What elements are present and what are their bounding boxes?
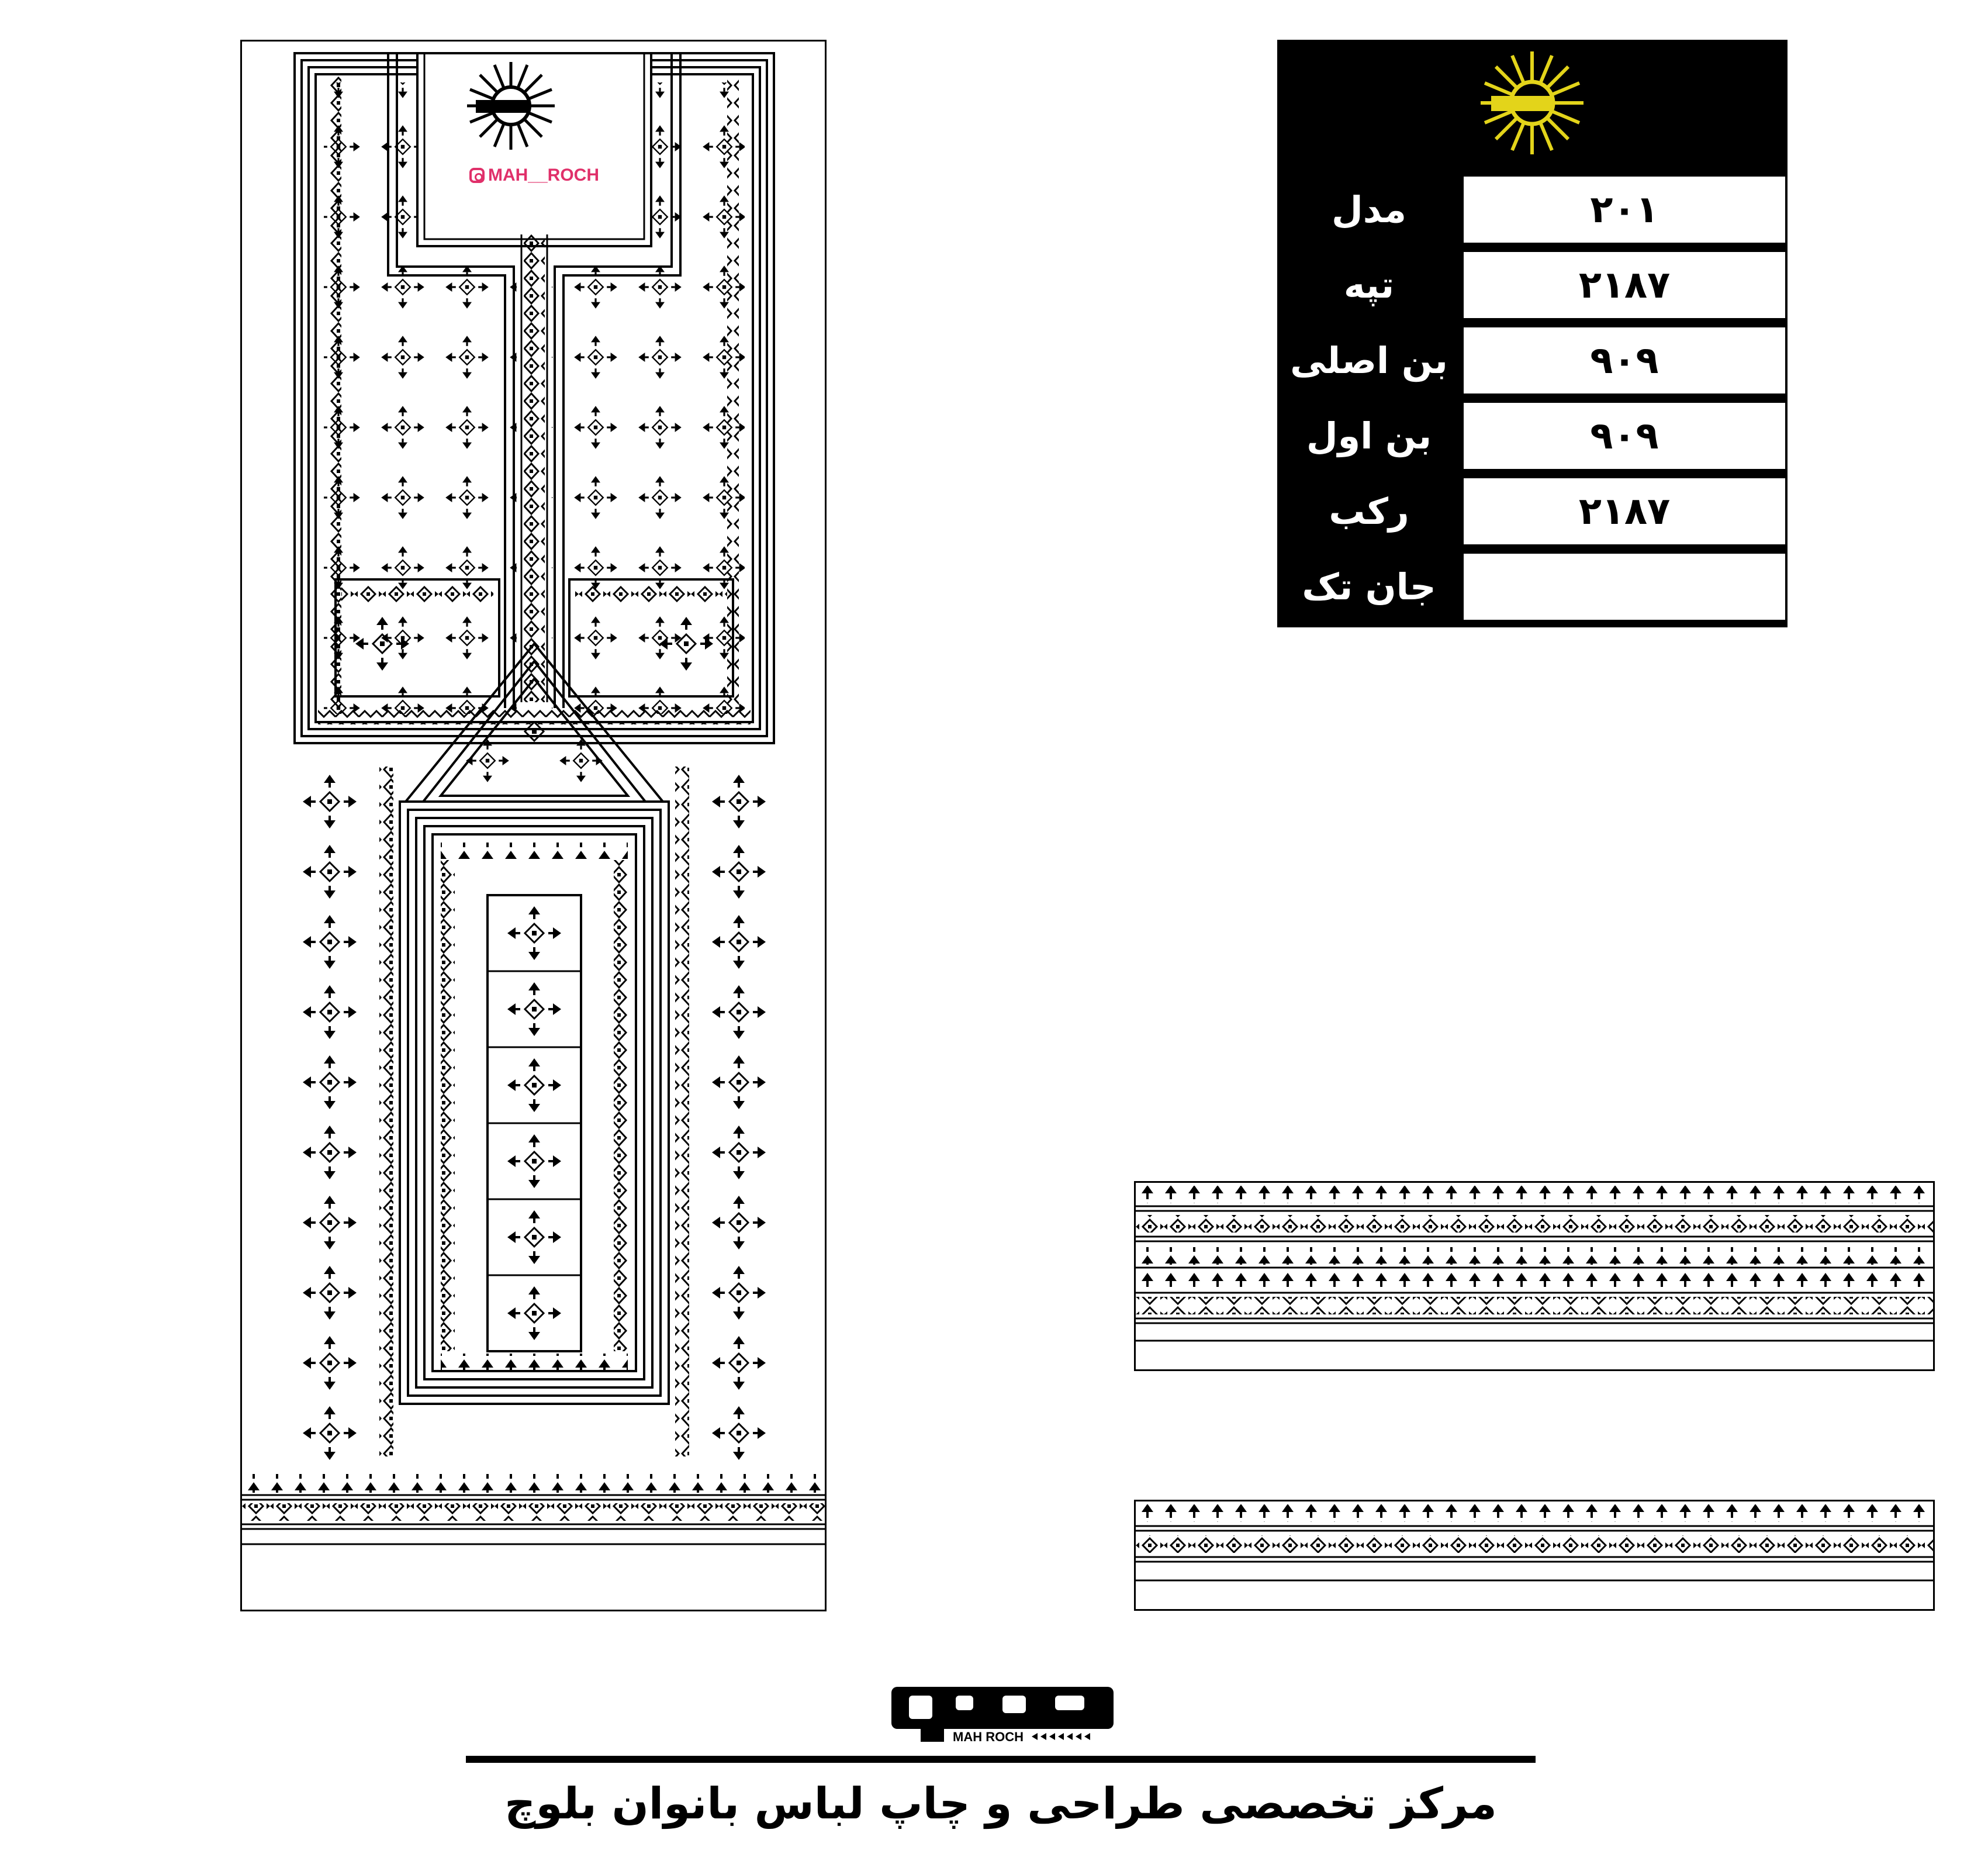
sleeve-pattern-strip-2 — [1134, 1500, 1935, 1611]
spec-label: تپه — [1343, 264, 1395, 306]
spec-row-model — [1280, 174, 1785, 245]
spec-row-rekab — [1280, 476, 1785, 547]
spec-value — [1464, 554, 1785, 620]
instagram-icon — [469, 168, 485, 183]
neck-logo — [458, 59, 610, 217]
instagram-handle-text: MAH__ROCH — [488, 165, 600, 185]
instagram-handle — [458, 165, 610, 185]
spec-row-jan-tak — [1280, 551, 1785, 622]
footer-caption: مرکز تخصصی طراحی و چاپ لباس بانوان بلوچ — [504, 1779, 1497, 1829]
spec-table-header — [1277, 40, 1788, 170]
spec-row-bon-asli — [1280, 325, 1785, 396]
brand-logo-latin: MAH ROCH — [953, 1730, 1024, 1744]
spec-label: رکب — [1329, 490, 1409, 533]
spec-value: ۹۰۹ — [1464, 403, 1785, 469]
sun-logo-icon — [458, 59, 563, 153]
sun-logo-icon — [1277, 40, 1788, 170]
spec-label: بن اصلی — [1290, 339, 1448, 382]
sleeve-strip-2-drawing — [1136, 1501, 1933, 1609]
sleeve-strip-1-drawing — [1136, 1183, 1933, 1369]
dress-embroidery-drawing — [242, 42, 825, 1610]
spec-value: ۲۱۸۷ — [1464, 252, 1785, 318]
spec-label: جان تک — [1302, 565, 1436, 608]
dress-pattern-panel — [240, 40, 827, 1611]
spec-value: ۲۱۸۷ — [1464, 478, 1785, 544]
sleeve-pattern-strip-1 — [1134, 1181, 1935, 1371]
spec-value: ۹۰۹ — [1464, 327, 1785, 393]
spec-label: مدل — [1332, 188, 1406, 231]
spec-label: بن اول — [1306, 415, 1432, 457]
brand-logo — [886, 1672, 1119, 1748]
spec-value: ۲۰۱ — [1464, 177, 1785, 243]
footer-divider — [466, 1756, 1536, 1763]
spec-table — [1277, 40, 1788, 627]
spec-row-tappe — [1280, 250, 1785, 320]
spec-row-bon-aval — [1280, 401, 1785, 471]
